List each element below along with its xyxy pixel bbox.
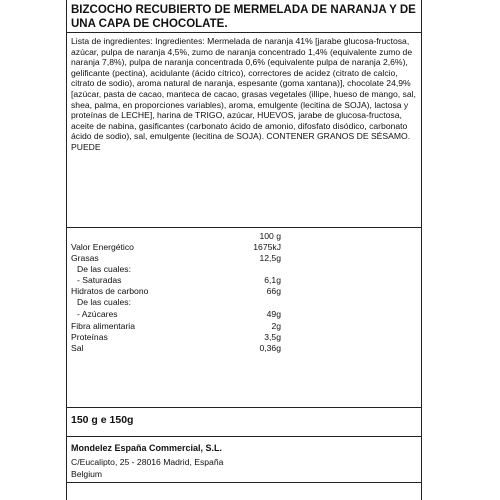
nutrition-label: De las cuales: [77, 297, 131, 307]
nutrition-value: 3,5g [264, 332, 281, 342]
nutrition-row [71, 275, 417, 286]
nutrition-row [71, 321, 417, 332]
bottom-divider [67, 482, 421, 483]
nutrition-divider [67, 407, 421, 408]
nutrition-label: - Azúcares [77, 309, 118, 319]
nutrition-label: Hidratos de carbono [71, 286, 149, 296]
nutrition-row [71, 242, 417, 253]
title-divider [67, 32, 421, 33]
nutrition-row [71, 264, 417, 275]
company-address: C/Eucalipto, 25 - 28016 Madrid, España [71, 457, 224, 467]
ingredients-block [71, 36, 417, 153]
nutrition-value: 66g [266, 286, 281, 296]
nutrition-value: 2g [271, 321, 281, 331]
ingredients-divider [67, 227, 421, 228]
nutrition-label: Sal [71, 343, 84, 353]
net-quantity: 150 g e 150g [71, 414, 134, 426]
nutrition-label: Valor Energético [71, 242, 134, 252]
nutrition-row [71, 253, 417, 264]
nutrition-label: Grasas [71, 253, 99, 263]
nutrition-value: 49g [266, 309, 281, 319]
nutrition-row [71, 309, 417, 320]
nutrition-row [71, 297, 417, 308]
nutrition-value: 0,36g [259, 343, 281, 353]
company-name: Mondelez España Commercial, S.L. [71, 443, 223, 453]
nutrition-label: Fibra alimentaria [71, 321, 135, 331]
nutrition-value: 12,5g [259, 253, 281, 263]
nutrition-label: De las cuales: [77, 264, 131, 274]
net-divider [67, 436, 421, 437]
nutrition-value: 1675kJ [253, 242, 281, 252]
nutrition-row [71, 343, 417, 354]
nutrition-header-label: 100 g [259, 231, 281, 241]
ingredients-text: Lista de ingredientes: Ingredientes: Mermelada de naranja 41% [jarabe glucosa-fructosa, azúcar, pulpa de naranja 4,5%, zumo de naranja concentrado 1,4% (equivalente zumo de naranja 7,8%), pulpa de naranja concentrada 0,6% (equivalente pulpa de naranja 2,6%), gelificante (pectina), acidulante (ácido cítrico), correctores de acidez (citrato de calcio, citrato de sodio), aroma natural de naranja, espesante (goma xantana)], chocolate 24,9% [azúcar, pasta de cacao, manteca de cacao, grasas vegetales (illipe, hueso de mango, sal, shea, palma, en proporciones variables), aroma, emulgente (lecitina de SOJA), lactosa y proteínas de LECHE], harina de TRIGO, azúcar, HUEVOS, jarabe de glucosa-fructosa, aceite de nabina, gasificantes (carbonato ácido de amonio, difosfato disódico, carbonato ácido de sodio), sal, emulgente (lecitina de SOJA). CONTENER GRANOS DE SÉSAMO. [71, 36, 416, 142]
nutrition-row [71, 332, 417, 343]
nutrition-label: - Saturadas [77, 275, 122, 285]
nutrition-row [71, 286, 417, 297]
nutrition-header [71, 231, 417, 242]
product-title: BIZCOCHO RECUBIERTO DE MERMELADA DE NARANJA Y DE UNA CAPA DE CHOCOLATE. [71, 4, 416, 30]
label-sheet [66, 0, 422, 500]
company-country: Belgium [71, 469, 103, 479]
nutrition-value: 6,1g [264, 275, 281, 285]
nutrition-label: Proteínas [71, 332, 108, 342]
allergen-line: PUEDE [71, 141, 101, 152]
